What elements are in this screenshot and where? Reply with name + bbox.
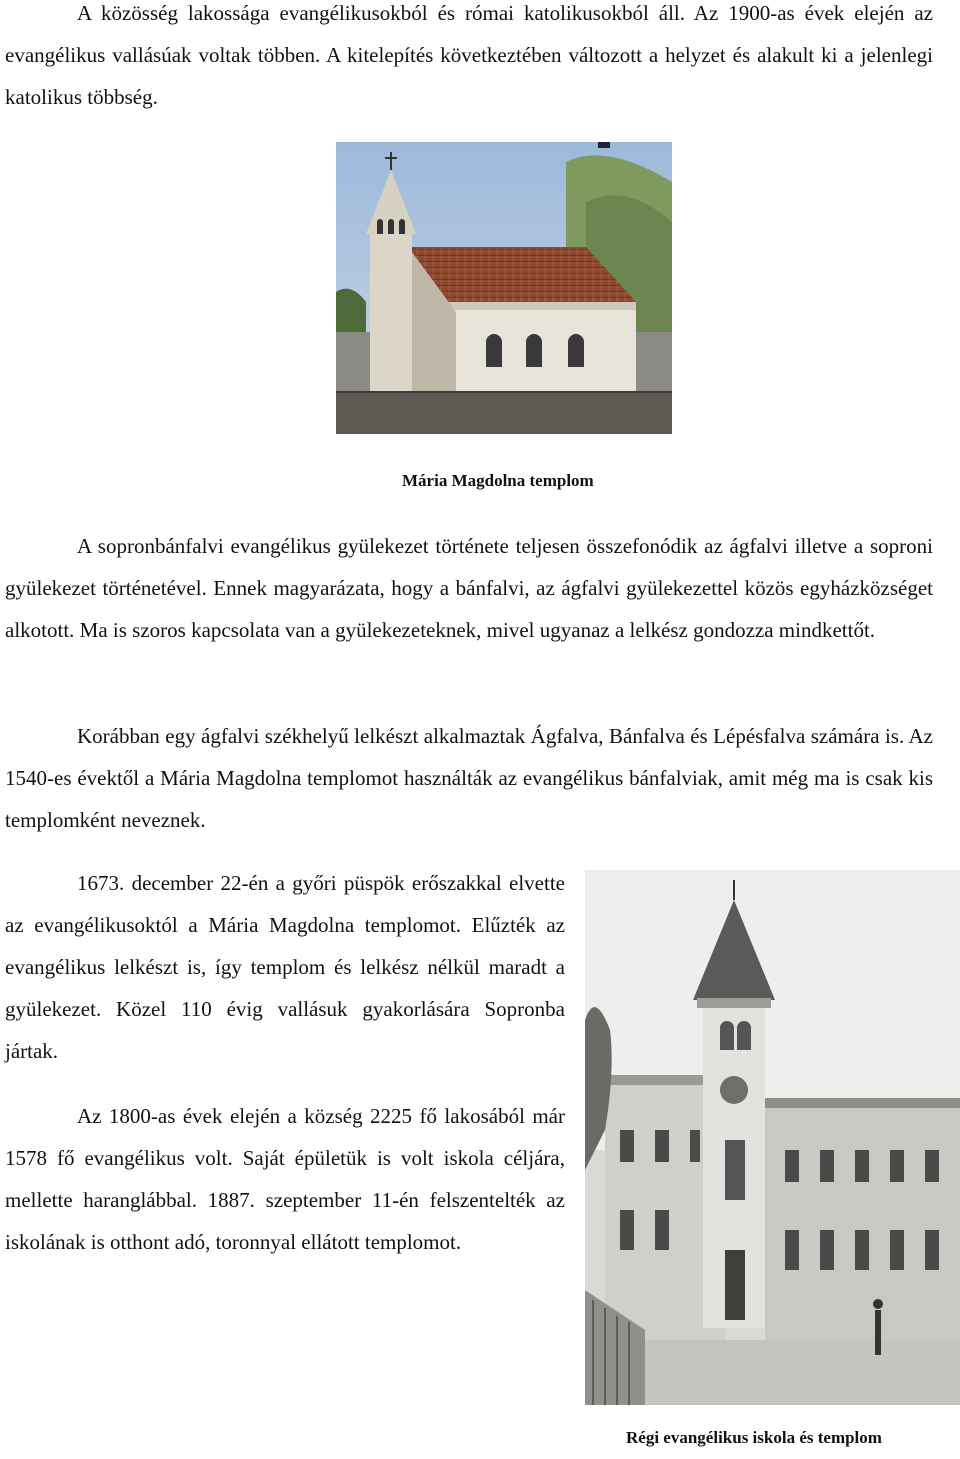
church-photo-caption: Mária Magdolna templom (402, 471, 594, 490)
school-paragraph: Az 1800-as évek elején a község 2225 fő lakosából már 1578 fő evangélikus volt. Saját épületük is volt iskola céljára, mellette haranglábbal. 1887. szeptember 11-én felszentelték az iskolának is otthont adó, toronnyal ellátott templomot. (5, 1104, 565, 1254)
intro-paragraph (5, 0, 933, 118)
intro-text: A közösség lakossága evangélikusokból és római katolikusokból áll. Az 1900-as évek elején az evangélikus vallásúak voltak többen. A kitelepítés következtében változott a helyzet és alakult ki a jelenlegi katolikus többség. (5, 1, 933, 109)
school-photo-caption: Régi evangélikus iskola és templom (626, 1428, 882, 1447)
history-paragraph: A sopronbánfalvi evangélikus gyülekezet története teljesen összefonódik az ágfalvi illetve a soproni gyülekezet történetével. Ennek magyarázata, hogy a bánfalvi, az ágfalvi gyülekezettel közös egyházközséget alkotott. Ma is szoros kapcsolata van a gyülekezeteknek, mivel ugyanaz a lelkész gondozza mindkettőt. (5, 534, 933, 642)
school-photo (585, 870, 960, 1405)
expulsion-paragraph: 1673. december 22-én a győri püspök erőszakkal elvette az evangélikusoktól a Mária Magdolna templomot. Elűzték az evangélikus lelkészt is, így templom és lelkész nélkül maradt a gyülekezet. Közel 110 évig vallásuk gyakorlására Sopronba jártak. (5, 871, 565, 1063)
church-photo (336, 142, 672, 434)
pastor-paragraph: Korábban egy ágfalvi székhelyű lelkészt alkalmaztak Ágfalva, Bánfalva és Lépésfalva számára is. Az 1540-es évektől a Mária Magdolna templomot használták az evangélikus bánfalviak, amit még ma is csak kis templomként neveznek. (5, 724, 933, 832)
